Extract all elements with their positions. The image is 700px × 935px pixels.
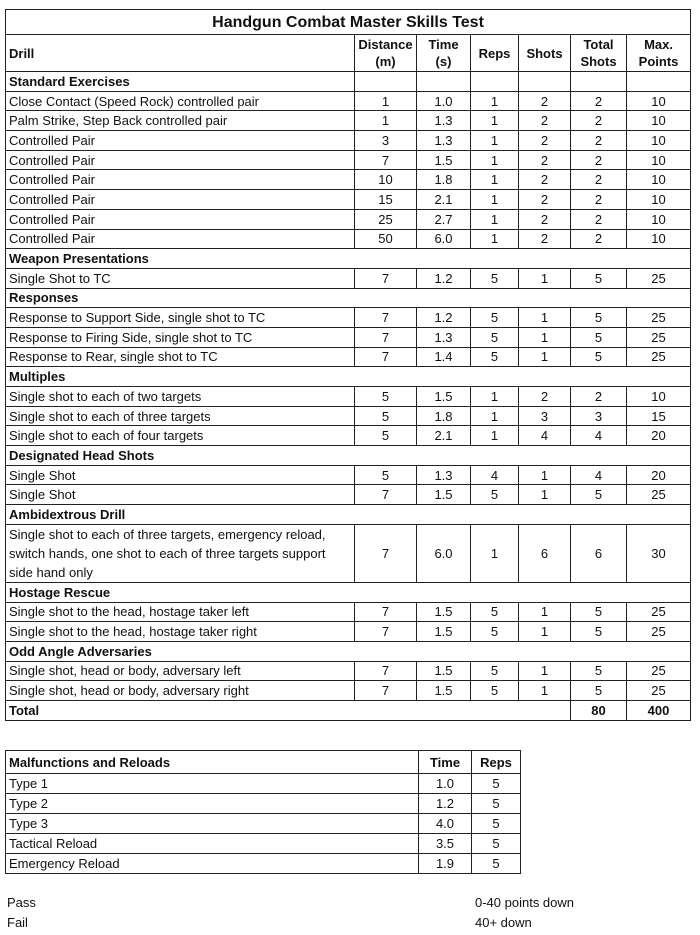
outcome-fail-label: Fail xyxy=(7,915,28,930)
cell-total-shots: 4 xyxy=(571,465,627,485)
drill-name: Controlled Pair xyxy=(6,209,355,229)
cell-time: 1.5 xyxy=(417,661,471,681)
cell-max-points: 25 xyxy=(627,308,691,328)
malfunction-name: Emergency Reload xyxy=(6,854,419,874)
cell-time: 1.5 xyxy=(417,602,471,622)
total-shots-value: 80 xyxy=(571,700,627,720)
section-title: Responses xyxy=(6,288,691,308)
cell-distance: 7 xyxy=(355,150,417,170)
section-header-row xyxy=(6,582,691,602)
cell-total-shots: 2 xyxy=(571,150,627,170)
cell-time: 6.0 xyxy=(417,524,471,582)
drill-name: Palm Strike, Step Back controlled pair xyxy=(6,111,355,131)
cell-reps: 5 xyxy=(471,268,519,288)
drill-name: Single shot to the head, hostage taker right xyxy=(6,622,355,642)
cell-total-shots: 5 xyxy=(571,268,627,288)
table-row xyxy=(6,327,691,347)
section-title: Odd Angle Adversaries xyxy=(6,641,691,661)
cell-reps: 1 xyxy=(471,131,519,151)
col-header-drill: Drill xyxy=(6,35,355,72)
cell-max-points: 25 xyxy=(627,327,691,347)
cell-reps: 5 xyxy=(471,308,519,328)
cell-distance: 1 xyxy=(355,91,417,111)
cell-shots: 4 xyxy=(519,426,571,446)
table-row xyxy=(6,190,691,210)
section-header-row xyxy=(6,72,691,92)
cell-time: 1.2 xyxy=(417,308,471,328)
cell-max-points: 25 xyxy=(627,602,691,622)
col-header-time: Time (s) xyxy=(417,35,471,72)
cell-max-points: 25 xyxy=(627,661,691,681)
section-header-row xyxy=(6,446,691,466)
outcome-pass-criteria: 0-40 points down xyxy=(475,895,575,910)
cell-shots: 2 xyxy=(519,170,571,190)
cell-reps: 5 xyxy=(471,347,519,367)
col-header-shots: Shots xyxy=(519,35,571,72)
cell-shots: 2 xyxy=(519,229,571,249)
malfunction-reps: 5 xyxy=(472,834,521,854)
cell-time: 1.5 xyxy=(417,485,471,505)
malf-header-name: Malfunctions and Reloads xyxy=(6,751,419,774)
cell-distance: 7 xyxy=(355,327,417,347)
malfunction-time: 1.0 xyxy=(419,774,472,794)
cell-time: 1.8 xyxy=(417,406,471,426)
skills-test-table xyxy=(5,9,691,721)
cell-max-points: 10 xyxy=(627,387,691,407)
table-row xyxy=(6,406,691,426)
drill-name: Controlled Pair xyxy=(6,229,355,249)
malfunction-time: 4.0 xyxy=(419,814,472,834)
malfunction-name: Type 1 xyxy=(6,774,419,794)
drill-name: Single shot to the head, hostage taker left xyxy=(6,602,355,622)
drill-name: Single shot to each of four targets xyxy=(6,426,355,446)
cell-shots: 1 xyxy=(519,347,571,367)
cell-shots: 1 xyxy=(519,681,571,701)
empty-cell xyxy=(519,72,571,92)
malfunction-reps: 5 xyxy=(472,774,521,794)
empty-cell xyxy=(355,72,417,92)
malfunction-time: 1.9 xyxy=(419,854,472,874)
section-header-row xyxy=(6,249,691,269)
total-label: Total xyxy=(6,700,571,720)
table-row xyxy=(6,524,691,582)
cell-time: 1.3 xyxy=(417,465,471,485)
cell-time: 2.1 xyxy=(417,190,471,210)
malfunction-time: 3.5 xyxy=(419,834,472,854)
cell-time: 1.8 xyxy=(417,170,471,190)
cell-total-shots: 5 xyxy=(571,327,627,347)
cell-total-shots: 5 xyxy=(571,602,627,622)
malfunction-reps: 5 xyxy=(472,814,521,834)
cell-distance: 7 xyxy=(355,485,417,505)
drill-name: Single shot to each of three targets, emergency reload, switch hands, one shot to each of three targets support side hand only xyxy=(6,524,355,582)
drill-name: Single shot to each of three targets xyxy=(6,406,355,426)
cell-max-points: 25 xyxy=(627,268,691,288)
malfunction-row xyxy=(6,814,521,834)
cell-distance: 5 xyxy=(355,387,417,407)
cell-shots: 1 xyxy=(519,327,571,347)
cell-distance: 7 xyxy=(355,681,417,701)
cell-max-points: 10 xyxy=(627,91,691,111)
cell-distance: 25 xyxy=(355,209,417,229)
cell-time: 1.2 xyxy=(417,268,471,288)
col-header-total-shots: Total Shots xyxy=(571,35,627,72)
cell-reps: 1 xyxy=(471,91,519,111)
drill-name: Controlled Pair xyxy=(6,150,355,170)
cell-total-shots: 2 xyxy=(571,229,627,249)
cell-reps: 5 xyxy=(471,485,519,505)
table-row xyxy=(6,485,691,505)
cell-total-shots: 2 xyxy=(571,170,627,190)
cell-distance: 3 xyxy=(355,131,417,151)
section-title: Standard Exercises xyxy=(6,72,355,92)
cell-shots: 1 xyxy=(519,485,571,505)
section-header-row xyxy=(6,505,691,525)
cell-shots: 1 xyxy=(519,308,571,328)
empty-cell xyxy=(471,72,519,92)
malfunction-reps: 5 xyxy=(472,854,521,874)
cell-reps: 1 xyxy=(471,209,519,229)
cell-distance: 15 xyxy=(355,190,417,210)
cell-total-shots: 2 xyxy=(571,91,627,111)
cell-reps: 1 xyxy=(471,229,519,249)
malfunction-name: Type 2 xyxy=(6,794,419,814)
col-header-reps: Reps xyxy=(471,35,519,72)
cell-reps: 1 xyxy=(471,190,519,210)
outcome-pass-label: Pass xyxy=(7,895,36,910)
cell-time: 6.0 xyxy=(417,229,471,249)
malfunction-row xyxy=(6,854,521,874)
total-max-points-value: 400 xyxy=(627,700,691,720)
table-row xyxy=(6,622,691,642)
cell-total-shots: 5 xyxy=(571,681,627,701)
cell-time: 2.1 xyxy=(417,426,471,446)
cell-max-points: 25 xyxy=(627,622,691,642)
cell-time: 1.5 xyxy=(417,150,471,170)
empty-cell xyxy=(627,72,691,92)
table-row xyxy=(6,465,691,485)
cell-shots: 1 xyxy=(519,465,571,485)
drill-name: Response to Firing Side, single shot to TC xyxy=(6,327,355,347)
cell-total-shots: 2 xyxy=(571,111,627,131)
cell-time: 1.3 xyxy=(417,131,471,151)
cell-max-points: 25 xyxy=(627,347,691,367)
section-title: Multiples xyxy=(6,367,691,387)
malf-header-time: Time xyxy=(419,751,472,774)
malfunction-row xyxy=(6,774,521,794)
cell-reps: 1 xyxy=(471,426,519,446)
table-row xyxy=(6,426,691,446)
table-title: Handgun Combat Master Skills Test xyxy=(6,10,691,35)
col-header-max-points: Max. Points xyxy=(627,35,691,72)
cell-total-shots: 5 xyxy=(571,661,627,681)
cell-reps: 1 xyxy=(471,111,519,131)
drill-name: Close Contact (Speed Rock) controlled pair xyxy=(6,91,355,111)
malfunction-reps: 5 xyxy=(472,794,521,814)
malfunction-row xyxy=(6,834,521,854)
cell-total-shots: 3 xyxy=(571,406,627,426)
cell-distance: 7 xyxy=(355,268,417,288)
drill-name: Single Shot to TC xyxy=(6,268,355,288)
drill-name: Controlled Pair xyxy=(6,190,355,210)
cell-max-points: 25 xyxy=(627,681,691,701)
cell-time: 1.5 xyxy=(417,622,471,642)
cell-reps: 5 xyxy=(471,327,519,347)
cell-reps: 1 xyxy=(471,150,519,170)
cell-time: 1.3 xyxy=(417,111,471,131)
empty-cell xyxy=(571,72,627,92)
section-title: Ambidextrous Drill xyxy=(6,505,691,525)
cell-max-points: 30 xyxy=(627,524,691,582)
cell-max-points: 10 xyxy=(627,150,691,170)
table-row xyxy=(6,268,691,288)
table-row xyxy=(6,681,691,701)
cell-time: 1.5 xyxy=(417,681,471,701)
section-header-row xyxy=(6,288,691,308)
table-body xyxy=(6,72,691,721)
cell-shots: 2 xyxy=(519,387,571,407)
table-row xyxy=(6,209,691,229)
cell-max-points: 20 xyxy=(627,426,691,446)
col-header-distance: Distance (m) xyxy=(355,35,417,72)
cell-shots: 2 xyxy=(519,190,571,210)
cell-shots: 2 xyxy=(519,150,571,170)
cell-distance: 5 xyxy=(355,406,417,426)
cell-max-points: 10 xyxy=(627,131,691,151)
cell-distance: 5 xyxy=(355,426,417,446)
cell-time: 2.7 xyxy=(417,209,471,229)
table-row xyxy=(6,91,691,111)
table-row xyxy=(6,387,691,407)
cell-shots: 2 xyxy=(519,131,571,151)
cell-time: 1.5 xyxy=(417,387,471,407)
cell-time: 1.3 xyxy=(417,327,471,347)
table-row xyxy=(6,229,691,249)
cell-reps: 5 xyxy=(471,622,519,642)
cell-shots: 2 xyxy=(519,209,571,229)
cell-max-points: 10 xyxy=(627,190,691,210)
cell-shots: 6 xyxy=(519,524,571,582)
cell-distance: 7 xyxy=(355,602,417,622)
table-row xyxy=(6,150,691,170)
cell-max-points: 10 xyxy=(627,209,691,229)
cell-distance: 1 xyxy=(355,111,417,131)
cell-shots: 1 xyxy=(519,661,571,681)
cell-total-shots: 2 xyxy=(571,190,627,210)
malf-header-reps: Reps xyxy=(472,751,521,774)
cell-distance: 5 xyxy=(355,465,417,485)
cell-reps: 1 xyxy=(471,406,519,426)
section-title: Hostage Rescue xyxy=(6,582,691,602)
cell-max-points: 25 xyxy=(627,485,691,505)
cell-shots: 1 xyxy=(519,268,571,288)
drill-name: Single Shot xyxy=(6,485,355,505)
cell-distance: 10 xyxy=(355,170,417,190)
cell-reps: 5 xyxy=(471,661,519,681)
cell-time: 1.4 xyxy=(417,347,471,367)
cell-shots: 3 xyxy=(519,406,571,426)
cell-distance: 7 xyxy=(355,308,417,328)
table-row xyxy=(6,661,691,681)
cell-total-shots: 5 xyxy=(571,347,627,367)
drill-name: Response to Rear, single shot to TC xyxy=(6,347,355,367)
malfunction-time: 1.2 xyxy=(419,794,472,814)
cell-max-points: 15 xyxy=(627,406,691,426)
drill-name: Single shot, head or body, adversary right xyxy=(6,681,355,701)
malfunction-name: Tactical Reload xyxy=(6,834,419,854)
table-row xyxy=(6,170,691,190)
cell-reps: 5 xyxy=(471,681,519,701)
drill-name: Single shot to each of two targets xyxy=(6,387,355,407)
section-title: Designated Head Shots xyxy=(6,446,691,466)
table-row xyxy=(6,347,691,367)
malfunctions-table xyxy=(5,750,521,874)
section-header-row xyxy=(6,641,691,661)
cell-max-points: 10 xyxy=(627,170,691,190)
cell-reps: 1 xyxy=(471,170,519,190)
cell-total-shots: 5 xyxy=(571,308,627,328)
cell-reps: 5 xyxy=(471,602,519,622)
table-row xyxy=(6,602,691,622)
cell-shots: 1 xyxy=(519,622,571,642)
drill-name: Response to Support Side, single shot to TC xyxy=(6,308,355,328)
outcome-fail-criteria: 40+ down xyxy=(475,915,532,930)
table-row xyxy=(6,111,691,131)
cell-total-shots: 2 xyxy=(571,131,627,151)
cell-total-shots: 4 xyxy=(571,426,627,446)
table-row xyxy=(6,131,691,151)
malfunction-row xyxy=(6,794,521,814)
drill-name: Controlled Pair xyxy=(6,131,355,151)
empty-cell xyxy=(417,72,471,92)
cell-total-shots: 5 xyxy=(571,485,627,505)
drill-name: Single shot, head or body, adversary left xyxy=(6,661,355,681)
cell-max-points: 20 xyxy=(627,465,691,485)
table-row xyxy=(6,308,691,328)
cell-total-shots: 5 xyxy=(571,622,627,642)
cell-distance: 50 xyxy=(355,229,417,249)
cell-distance: 7 xyxy=(355,347,417,367)
cell-reps: 1 xyxy=(471,387,519,407)
cell-reps: 4 xyxy=(471,465,519,485)
section-title: Weapon Presentations xyxy=(6,249,691,269)
cell-total-shots: 6 xyxy=(571,524,627,582)
drill-name: Single Shot xyxy=(6,465,355,485)
cell-distance: 7 xyxy=(355,661,417,681)
malfunctions-body xyxy=(6,774,521,874)
cell-distance: 7 xyxy=(355,524,417,582)
cell-shots: 2 xyxy=(519,111,571,131)
drill-name: Controlled Pair xyxy=(6,170,355,190)
total-row xyxy=(6,700,691,720)
section-header-row xyxy=(6,367,691,387)
malfunction-name: Type 3 xyxy=(6,814,419,834)
cell-time: 1.0 xyxy=(417,91,471,111)
cell-total-shots: 2 xyxy=(571,209,627,229)
cell-shots: 2 xyxy=(519,91,571,111)
cell-max-points: 10 xyxy=(627,229,691,249)
cell-shots: 1 xyxy=(519,602,571,622)
cell-max-points: 10 xyxy=(627,111,691,131)
cell-reps: 1 xyxy=(471,524,519,582)
cell-total-shots: 2 xyxy=(571,387,627,407)
cell-distance: 7 xyxy=(355,622,417,642)
